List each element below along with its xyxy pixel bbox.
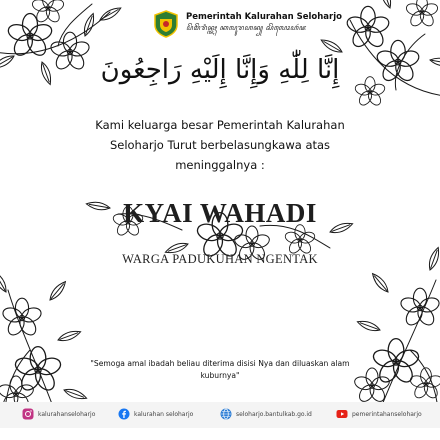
globe-icon bbox=[220, 408, 232, 420]
deceased-name: KYAI WAHADI bbox=[123, 198, 317, 228]
arabic-condolence: إِنَّا لِلّٰهِ وَإِنَّا إِلَيْهِ رَاجِعُونَ bbox=[100, 55, 340, 85]
footer-website[interactable] bbox=[220, 408, 312, 420]
header bbox=[152, 8, 342, 40]
instagram-icon bbox=[22, 408, 34, 420]
footer-facebook[interactable] bbox=[118, 408, 193, 420]
org-name: Pemerintah Kalurahan Seloharjo bbox=[186, 11, 342, 22]
youtube-icon bbox=[336, 408, 348, 420]
footer-bar bbox=[0, 402, 440, 428]
facebook-handle: kalurahan seloharjo bbox=[134, 410, 194, 418]
org-name-javanese: ꦥꦼꦩꦼꦫꦶꦤ꧀ꦠꦃ ꦏꦭꦸꦫꦲꦤ꧀ ꦱꦼꦭꦺꦴꦲꦂꦗ bbox=[186, 23, 307, 32]
logo-icon bbox=[152, 10, 180, 38]
website-url: seloharjo.bantulkab.go.id bbox=[236, 410, 312, 418]
footer-youtube[interactable] bbox=[336, 408, 422, 420]
facebook-icon bbox=[118, 408, 130, 420]
footer-instagram[interactable] bbox=[22, 408, 95, 420]
instagram-handle: kalurahanseloharjo bbox=[38, 410, 96, 418]
intro-text: Kami keluarga besar Pemerintah Kalurahan Seloharjo Turut berbelasungkawa atas meninggalnya : bbox=[95, 118, 345, 172]
prayer-text: "Semoga amal ibadah beliau diterima disisi Nya dan diluaskan alam kuburnya" bbox=[90, 359, 350, 380]
deceased-role: WARGA PADUKUHAN NGENTAK bbox=[122, 252, 318, 266]
youtube-handle: pemerintahanseloharjo bbox=[352, 410, 422, 418]
